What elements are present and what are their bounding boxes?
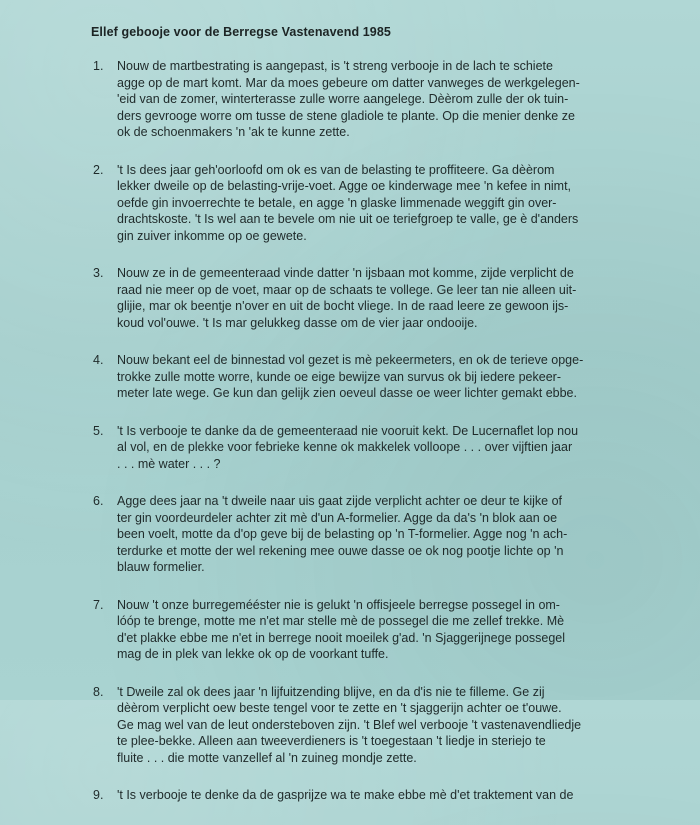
rule-text-line: 't Is verbooje te danke da de gemeenteraad nie vooruit kekt. De Lucernaflet lop nou — [117, 423, 579, 438]
rule-number: 5. — [93, 423, 104, 438]
rule-text-line: Agge dees jaar na 't dweile naar uis gaat zijde verplicht achter oe deur te kijke of — [117, 494, 563, 508]
rules-list — [0, 58, 700, 825]
rule-text-line: ter gin voordeurdeler achter zit mè d'un A-formelier. Agge da da's 'n blok aan oe — [117, 510, 558, 525]
rule-item — [0, 423, 700, 473]
rule-text-line: agge op de mart komt. Mar da moes gebeure om datter vanweges de werkgelegen- — [117, 75, 580, 90]
rule-text-line: blauw formelier. — [117, 560, 205, 574]
rule-text-line: 't Is dees jaar geh'oorloofd om ok es van de belasting te proffiteere. Ga dèèrom — [117, 162, 555, 177]
rule-item — [0, 493, 700, 576]
rule-text — [117, 597, 617, 663]
rule-text-line: Ge mag wel van de leut ondersteboven zijn. 't Blef wel verbooje 't vastenavendliedje — [117, 717, 582, 732]
rule-text-line: 't Is verbooje te denke da de gasprijze wa te make ebbe mè d'et traktement van de — [117, 788, 574, 802]
rule-text — [117, 423, 617, 473]
rule-text-line: meter late wege. Ge kun dan gelijk zien oeveul dasse oe weer lichter gemakt ebbe. — [117, 386, 577, 400]
rule-item — [0, 162, 700, 245]
rule-item — [0, 352, 700, 402]
rule-text-line: been voelt, motte da d'op geve bij de belasting op 'n T-formelier. Agge nog 'n ach- — [117, 527, 568, 541]
rule-number: 4. — [93, 353, 104, 367]
rule-text-line: fluite . . . die motte vanzellef al 'n zuineg mondje zette. — [117, 750, 417, 765]
rule-text-line: dèèrom verplicht oew beste tengel voor te zette en 't sjaggerijn achter oe t'ouwe. — [117, 701, 562, 715]
rule-text-line: oefde gin invoerrechte te betale, en agge 'n glaske limmenade weggift gin over- — [117, 195, 557, 210]
rule-number: 8. — [93, 684, 104, 699]
rule-text-line: trokke zulle motte worre, kunde oe eige bewijze van survus ok bij iedere pekeer- — [117, 369, 561, 384]
document-title: Ellef gebooje voor de Berregse Vastenavend 1985 — [91, 25, 391, 39]
rule-item — [0, 58, 700, 141]
rule-number: 3. — [93, 266, 104, 280]
rule-text-line: koud vol'ouwe. 't Is mar gelukkeg dasse om de vier jaar ondooije. — [117, 315, 478, 330]
rule-text — [117, 787, 617, 804]
rule-text-line: 'eid van de zomer, winterterasse zulle worre aangelege. Dèèrom zulle der ok tuin- — [117, 92, 569, 106]
rule-text-line: ders gevrooge worre om tusse de stene gladiole te plante. Op die menier denke ze — [117, 108, 575, 123]
rule-text — [117, 493, 617, 576]
rule-text-line: ok de schoenmakers 'n 'ak te kunne zette. — [117, 125, 350, 139]
rule-text-line: gin zuiver inkomme op oe gewete. — [117, 228, 307, 243]
rule-item — [0, 265, 700, 331]
rule-text-line: Nouw de martbestrating is aangepast, is 't streng verbooje in de lach te schiete — [117, 59, 553, 73]
rule-text-line: al vol, en de plekke voor febrieke kenne ok makkelek volloope . . . over vijftien jaar — [117, 440, 573, 454]
rule-number: 2. — [93, 162, 104, 177]
rule-text — [117, 684, 617, 767]
rule-text-line: d'et plakke ebbe me n'et in berrege nooit moeilek g'ad. 'n Sjaggerijnege possegel — [117, 630, 566, 645]
rule-text-line: 't Dweile zal ok dees jaar 'n lijfuitzending blijve, en da d'is nie te filleme. Ge zij — [117, 684, 545, 699]
rule-text-line: Nouw 't onze burregemééster nie is gelukt 'n offisjeele berregse possegel in om- — [117, 597, 560, 612]
rule-item — [0, 684, 700, 767]
rule-text — [117, 265, 617, 331]
rule-item — [0, 597, 700, 663]
rule-text-line: te plee-bekke. Alleen aan tweeverdieners is 't toegestaan 't liedje in steriejo te — [117, 734, 546, 748]
rule-text-line: raad nie meer op de voet, maar op de schaats te vollege. Ge leer tan nie alleen uit- — [117, 282, 577, 297]
rule-text-line: glijie, mar ok beentje n'over en uit de bocht vliege. In de raad leere ze gewoon ijs- — [117, 299, 569, 313]
rule-text — [117, 58, 617, 141]
rule-number: 9. — [93, 788, 104, 802]
rule-text-line: Nouw bekant eel de binnestad vol gezet is mè pekeermeters, en ok de terieve opge- — [117, 353, 584, 367]
rule-item — [0, 787, 700, 804]
rule-text-line: mag de in plek van lekke ok op de voorkant tuffe. — [117, 647, 389, 661]
rule-number: 6. — [93, 494, 104, 508]
rule-text-line: lóóp te brenge, motte me n'et mar stelle mè de possegel die me zellef trekke. Mè — [117, 614, 565, 628]
rule-text-line: . . . mè water . . . ? — [117, 456, 221, 471]
rule-number: 1. — [93, 59, 104, 73]
rule-text-line: lekker dweile op de belasting-vrije-voet. Agge oe kinderwage mee 'n kefee in nimt, — [117, 179, 572, 193]
rule-text-line: terdurke et motte der wel rekening mee ouwe dasse oe ok nog pootje lichte op 'n — [117, 543, 564, 558]
rule-text — [117, 162, 617, 245]
rule-number: 7. — [93, 597, 104, 612]
rule-text — [117, 352, 617, 402]
rule-text-line: Nouw ze in de gemeenteraad vinde datter 'n ijsbaan mot komme, zijde verplicht de — [117, 266, 574, 280]
rule-text-line: drachtskoste. 't Is wel aan te bevele om nie uit oe teriefgroep te valle, ge è d'anders — [117, 212, 579, 226]
